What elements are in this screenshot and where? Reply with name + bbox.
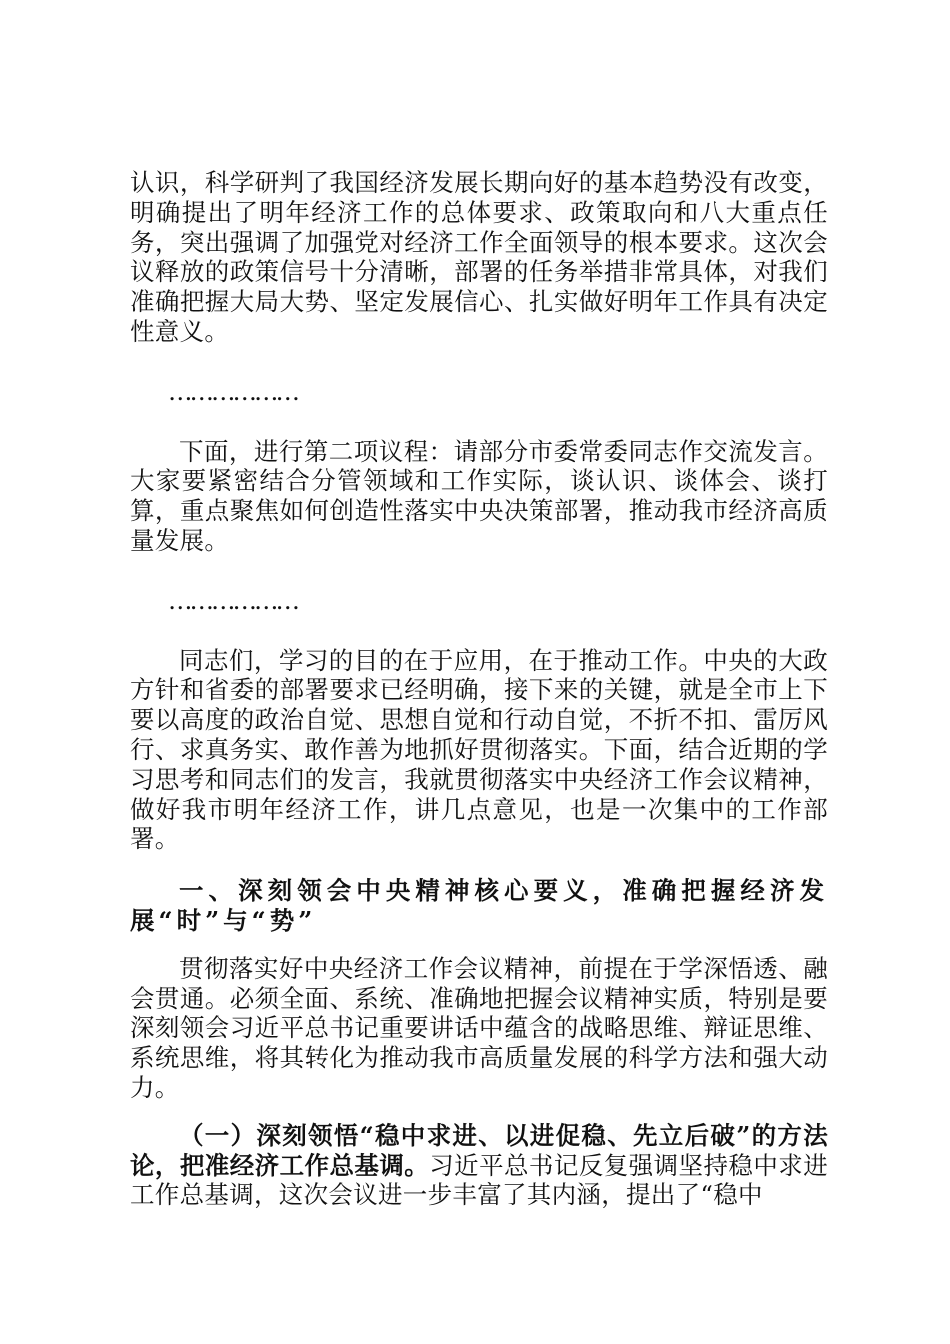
paragraph-comrades: 同志们，学习的目的在于应用，在于推动工作。中央的大政方针和省委的部署要求已经明确，接下来的关键，就是全市上下要以高度的政治自觉、思想自觉和行动自觉，不折不扣、雷厉风行、求真务实、敢作善为地抓好贯彻落实。下面，结合近期的学习思考和同志们的发言，我就贯彻落实中央经济工作会议精神，做好我市明年经济工作，讲几点意见，也是一次集中的工作部署。 bbox=[130, 645, 828, 854]
paragraph-section-1: 贯彻落实好中央经济工作会议精神，前提在于学深悟透、融会贯通。必须全面、系统、准确地把握会议精神实质，特别是要深刻领会习近平总书记重要讲话中蕴含的战略思维、辩证思维、系统思维，将其转化为推动我市高质量发展的科学方法和强大动力。 bbox=[130, 953, 828, 1102]
paragraph-subsection-1 bbox=[130, 1121, 828, 1210]
section-heading-1: 一、深刻领会中央精神核心要义，准确把握经济发展“时”与“势” bbox=[130, 876, 828, 935]
paragraph-agenda: 下面，进行第二项议程：请部分市委常委同志作交流发言。大家要紧密结合分管领域和工作实际，谈认识、谈体会、谈打算，重点聚焦如何创造性落实中央决策部署，推动我市经济高质量发展。 bbox=[130, 436, 828, 555]
document-body bbox=[130, 168, 828, 1210]
paragraph-intro: 认识，科学研判了我国经济发展长期向好的基本趋势没有改变，明确提出了明年经济工作的总体要求、政策取向和八大重点任务，突出强调了加强党对经济工作全面领导的根本要求。这次会议释放的政策信号十分清晰，部署的任务举措非常具体，对我们准确把握大局大势、坚定发展信心、扎实做好明年工作具有决定性意义。 bbox=[130, 168, 828, 346]
ellipsis-separator: ……………… bbox=[168, 585, 297, 615]
subsection-heading-1: （一）深刻领悟“稳中求进、以进促稳、先立后破”的方法论，把准经济工作总基调。 bbox=[130, 1120, 828, 1180]
subsection-body-1: 习近平总书记反复强调坚持稳中求进工作总基调，这次会议进一步丰富了其内涵，提出了“稳中 bbox=[130, 1150, 828, 1210]
ellipsis-separator: ……………… bbox=[168, 376, 297, 406]
